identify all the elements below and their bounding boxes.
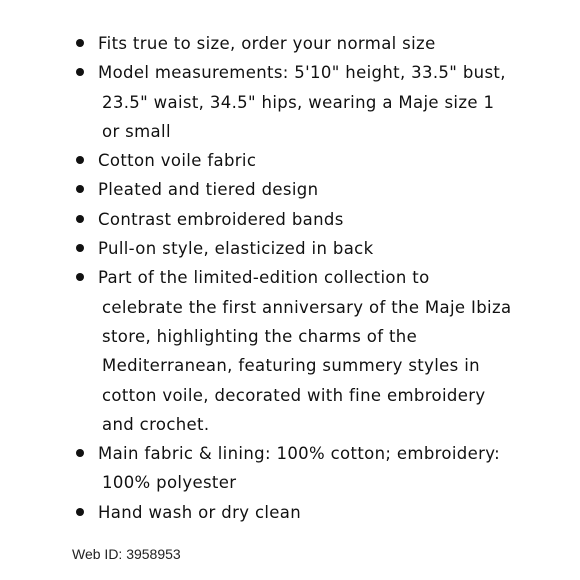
- bullet-icon: [76, 449, 84, 457]
- detail-item-care: [72, 498, 572, 527]
- detail-line: Pull-on style, elasticized in back: [98, 239, 374, 259]
- detail-line: Pleated and tiered design: [98, 180, 319, 200]
- bullet-icon: [76, 215, 84, 223]
- bullet-icon: [76, 185, 84, 193]
- detail-line: cotton voile, decorated with fine embroidery: [102, 385, 486, 405]
- detail-item-fit: [72, 29, 572, 58]
- bullet-icon: [76, 508, 84, 516]
- product-details-list: [72, 29, 572, 527]
- detail-item-model-measurements: [72, 58, 572, 146]
- detail-item-fabric: [72, 146, 572, 175]
- bullet-icon: [76, 39, 84, 47]
- bullet-icon: [76, 244, 84, 252]
- detail-item-materials: [72, 439, 572, 498]
- detail-line: Fits true to size, order your normal size: [98, 34, 436, 53]
- detail-line: celebrate the first anniversary of the Maje Ibiza: [102, 297, 512, 317]
- detail-line: Mediterranean, featuring summery styles in: [102, 356, 480, 376]
- detail-line: 100% polyester: [102, 473, 237, 493]
- detail-line: Main fabric & lining: 100% cotton; embroidery:: [98, 444, 501, 464]
- detail-item-design: [72, 175, 572, 204]
- detail-item-collection: [72, 263, 572, 439]
- detail-item-style: [72, 234, 572, 263]
- bullet-icon: [76, 68, 84, 76]
- detail-line: Cotton voile fabric: [98, 151, 257, 171]
- bullet-icon: [76, 156, 84, 164]
- detail-item-embroidered-bands: [72, 205, 572, 234]
- detail-line: Model measurements: 5'10" height, 33.5" bust,: [98, 63, 506, 83]
- detail-line: 23.5" waist, 34.5" hips, wearing a Maje size 1: [102, 92, 495, 112]
- detail-line: Contrast embroidered bands: [98, 209, 344, 229]
- detail-line: store, highlighting the charms of the: [102, 326, 418, 346]
- detail-line: Hand wash or dry clean: [98, 502, 302, 522]
- detail-line: Part of the limited-edition collection to: [98, 268, 430, 288]
- detail-line: or small: [102, 121, 171, 141]
- web-id-label: Web ID: 3958953: [72, 546, 181, 562]
- detail-line: and crochet.: [102, 414, 210, 434]
- bullet-icon: [76, 273, 84, 281]
